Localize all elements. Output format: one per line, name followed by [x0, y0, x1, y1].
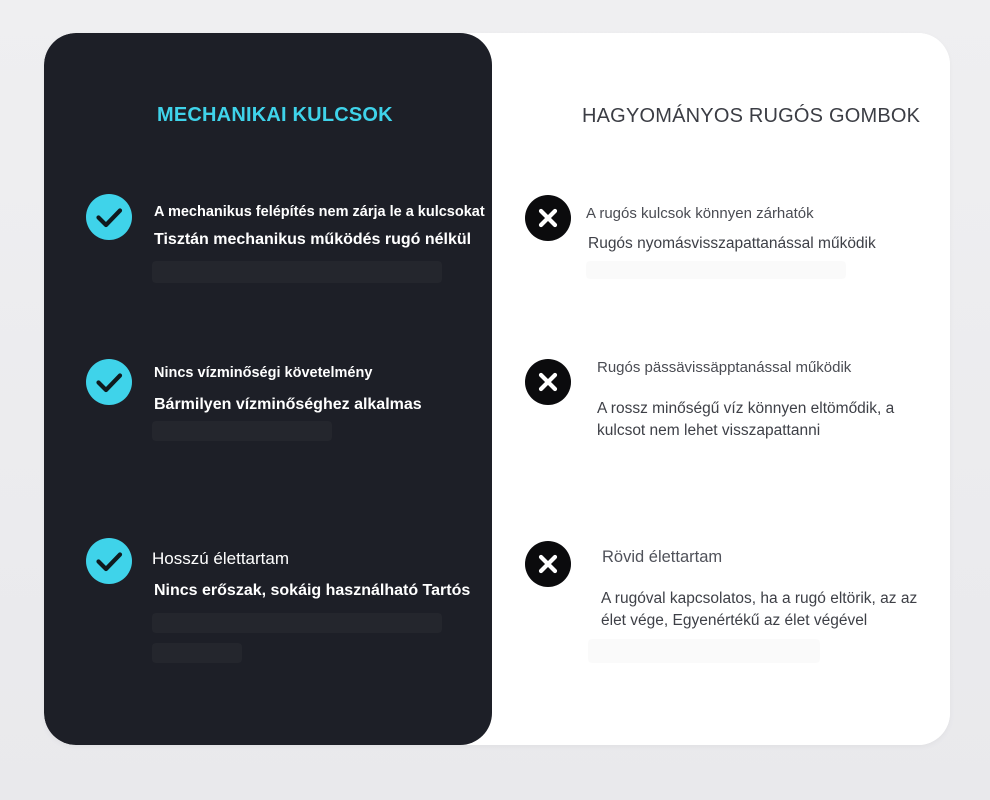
spring-buttons-heading: HAGYOMÁNYOS RUGÓS GOMBOK — [582, 105, 921, 127]
mechanical-keys-heading: MECHANIKAI KULCSOK — [157, 104, 393, 126]
faint-decoration — [152, 643, 242, 663]
spring-item-3-desc-line1: A rugóval kapcsolatos, ha a rugó eltörik, az az — [601, 590, 918, 607]
mechanical-item-1-title: A mechanikus felépítés nem zárja le a kulcsokat — [154, 204, 485, 220]
mechanical-keys-panel — [44, 33, 492, 745]
check-icon — [86, 359, 132, 405]
spring-item-2-desc-line1: A rossz minőségű víz könnyen eltömődik, a — [597, 400, 895, 417]
comparison-card — [44, 33, 950, 745]
mechanical-item-3-desc: Nincs erőszak, sokáig használható Tartós — [154, 582, 471, 599]
spring-item-1-desc: Rugós nyomásvisszapattanással működik — [588, 235, 876, 252]
x-icon — [525, 541, 571, 587]
mechanical-item-2-desc: Bármilyen vízminőséghez alkalmas — [154, 396, 422, 413]
faint-decoration — [152, 261, 442, 283]
mechanical-item-1-desc: Tisztán mechanikus működés rugó nélkül — [154, 231, 472, 248]
mechanical-item-3-title: Hosszú élettartam — [152, 549, 289, 568]
spring-item-2-desc-line2: kulcsot nem lehet visszapattanni — [597, 422, 821, 439]
spring-item-1-title: A rugós kulcsok könnyen zárhatók — [586, 205, 814, 222]
faint-decoration — [152, 613, 442, 633]
mechanical-item-2-title: Nincs vízminőségi követelmény — [154, 365, 373, 381]
faint-decoration — [588, 639, 820, 663]
x-icon — [525, 359, 571, 405]
spring-item-3-title: Rövid élettartam — [602, 548, 723, 566]
faint-decoration — [152, 421, 332, 441]
spring-item-2-title: Rugós pässävissäpptanással működik — [597, 359, 852, 376]
spring-buttons-panel — [492, 33, 950, 745]
faint-decoration — [586, 261, 846, 279]
check-icon — [86, 538, 132, 584]
x-icon — [525, 195, 571, 241]
check-icon — [86, 194, 132, 240]
spring-item-3-desc-line2: élet vége, Egyenértékű az élet végével — [601, 612, 868, 629]
